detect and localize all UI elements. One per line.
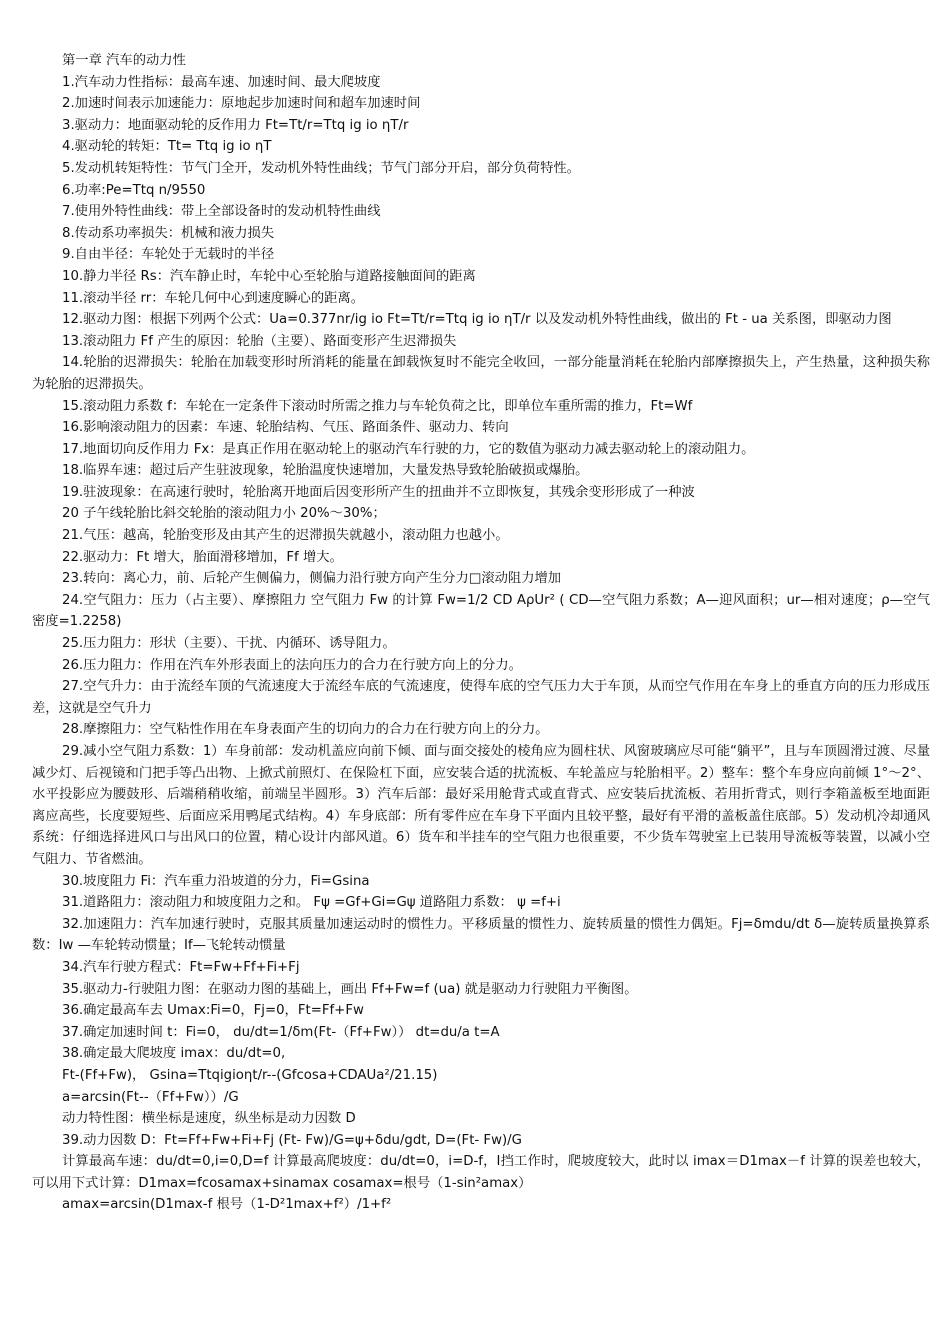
item-22: 22.驱动力：Ft 增大，胎面滑移增加，Ff 增大。 — [62, 549, 343, 565]
item-39-calc: 计算最高车速：du/dt=0,i=0,D=f 计算最高爬坡度：du/dt=0，i=D-f，Ⅰ挡工作时，爬坡度较大，此时以 imax＝D1max－f 计算的误差也较大，可以用下式计算：D1max=fcosamax+sinamax cosamax=根号（1-sin²amax） — [32, 1154, 930, 1191]
item-16: 16.影响滚动阻力的因素：车速、轮胎结构、气压、路面条件、驱动力、转向 — [62, 420, 509, 436]
item-28: 28.摩擦阻力：空气粘性作用在车身表面产生的切向力的合力在行驶方向上的分力。 — [62, 722, 549, 738]
item-24: 24.空气阻力：压力（占主要）、摩擦阻力 空气阻力 Fw 的计算 Fw=1/2 CD AρUr² ( CD—空气阻力系数；A—迎风面积；ur—相对速度；ρ—空气密度=1.2258) — [32, 592, 930, 630]
item-38: 38.确定最大爬坡度 imax：du/dt=0, — [62, 1046, 286, 1062]
item-39-amax: amax=arcsin(D1max-f 根号（1-D²1max+f²）/1+f² — [62, 1197, 392, 1213]
item-20: 20 子午线轮胎比斜交轮胎的滚动阻力小 20%～30%； — [62, 506, 386, 522]
item-36: 36.确定最高车去 Umax:Fi=0，Fj=0，Ft=Ff+Fw — [62, 1003, 364, 1019]
item-23: 23.转向：离心力，前、后轮产生侧偏力，侧偏力沿行驶方向产生分力□滚动阻力增加 — [62, 571, 562, 587]
item-7: 7.使用外特性曲线：带上全部设备时的发动机特性曲线 — [62, 204, 381, 220]
item-10: 10.静力半径 Rs：汽车静止时，车轮中心至轮胎与道路接触面间的距离 — [62, 268, 476, 284]
chapter-title: 第一章 汽车的动力性 — [62, 53, 186, 68]
item-11: 11.滚动半径 rr：车轮几何中心到速度瞬心的距离。 — [62, 290, 365, 306]
item-9: 9.自由半径：车轮处于无载时的半径 — [62, 247, 275, 263]
item-27: 27.空气升力：由于流经车顶的气流速度大于流经车底的气流速度，使得车底的空气压力大于车顶，从而空气作用在车身上的垂直方向的压力形成压差，这就是空气升力 — [32, 679, 930, 716]
item-6: 6.功率:Pe=Ttq n/9550 — [62, 182, 206, 198]
item-13: 13.滚动阻力 Ff 产生的原因：轮胎（主要）、路面变形产生迟滞损失 — [62, 333, 457, 349]
item-4: 4.驱动轮的转矩：Tt= Ttq ig io ηT — [62, 139, 272, 155]
item-37: 37.确定加速时间 t：Fi=0， du/dt=1/δm(Ft-（Ff+Fw）） dt=du/a t=A — [62, 1024, 500, 1040]
item-19: 19.驻波现象：在高速行驶时，轮胎离开地面后因变形所产生的扭曲并不立即恢复，其残余变形形成了一种波 — [62, 484, 695, 500]
item-17: 17.地面切向反作用力 Fx：是真正作用在驱动轮上的驱动汽车行驶的力，它的数值为驱动力减去驱动轮上的滚动阻力。 — [62, 441, 755, 457]
item-38-formula-2: a=arcsin(Ft--（Ff+Fw））/G — [62, 1089, 239, 1105]
item-12: 12.驱动力图：根据下列两个公式：Ua=0.377nr/ig io Ft=Tt/r=Ttq ig io ηT/r 以及发动机外特性曲线，做出的 Ft - ua 关系图，即驱动力图 — [62, 312, 892, 328]
item-31: 31.道路阻力：滚动阻力和坡度阻力之和。 Fψ =Gf+Gi=Gψ 道路阻力系数： ψ =f+i — [62, 895, 561, 911]
item-32: 32.加速阻力：汽车加速行驶时，克服其质量加速运动时的惯性力。平移质量的惯性力、旋转质量的惯性力偶矩。Fj=δmdu/dt δ—旋转质量换算系数：Iw —车轮转动惯量；If—飞轮转动惯量 — [32, 916, 930, 954]
item-3: 3.驱动力：地面驱动轮的反作用力 Ft=Tt/r=Ttq ig io ηT/r — [62, 117, 409, 133]
item-34: 34.汽车行驶方程式：Ft=Fw+Ff+Fi+Fj — [62, 959, 300, 975]
item-35: 35.驱动力-行驶阻力图：在驱动力图的基础上，画出 Ff+Fw=f (ua) 就是驱动力行驶阻力平衡图。 — [62, 981, 638, 997]
item-25: 25.压力阻力：形状（主要）、干扰、内循环、诱导阻力。 — [62, 636, 396, 652]
item-39: 39.动力因数 D：Ft=Ff+Fw+Fi+Fj (Ft- Fw)/G=ψ+δdu/gdt, D=(Ft- Fw)/G — [62, 1132, 522, 1148]
item-18: 18.临界车速：超过后产生驻波现象，轮胎温度快速增加，大量发热导致轮胎破损或爆胎。 — [62, 463, 589, 479]
item-26: 26.压力阻力：作用在汽车外形表面上的法向压力的合力在行驶方向上的分力。 — [62, 657, 522, 673]
item-21: 21.气压：越高，轮胎变形及由其产生的迟滞损失就越小，滚动阻力也越小。 — [62, 528, 509, 544]
item-14: 14.轮胎的迟滞损失：轮胎在加载变形时所消耗的能量在卸载恢复时不能完全收回，一部分能量消耗在轮胎内部摩擦损失上，产生热量，这种损失称为轮胎的迟滞损失。 — [32, 355, 930, 392]
item-30: 30.坡度阻力 Fi：汽车重力沿坡道的分力，Fi=Gsina — [62, 873, 370, 889]
item-38-formula-1: Ft-(Ff+Fw)， Gsina=Ttqigioηt/r--(Gfcosa+CDAUa²/21.15) — [62, 1067, 438, 1083]
item-29: 29.减小空气阻力系数：1）车身前部：发动机盖应向前下倾、面与面交接处的棱角应为圆柱状、风窗玻璃应尽可能“躺平”，且与车顶圆滑过渡、尽量减少灯、后视镜和门把手等凸出物、上掀式前照灯、在保险杠下面，应安装合适的扰流板、车轮盖应与轮胎相平。2）整车：整个车身应向前倾 1°～2°、水平投影应为腰鼓形、后端稍稍收缩，前端呈半圆形。3）汽车后部：最好采用舱背式或直背式、应安装后扰流板、若用折背式，则行李箱盖板至地面距离应高些，长度要短些、后面应采用鸭尾式结构。4）车身底部：所有零件应在车身下平面内且较平整，最好有平滑的盖板盖住底部。5）发动机冷却通风系统：仔细选择进风口与出风口的位置，精心设计内部风道。6）货车和半挂车的空气阻力也很重要，不少货车驾驶室上已装用导流板等装置，以减小空气阻力、节省燃油。 — [32, 744, 930, 867]
dynamic-characteristic-note: 动力特性图：横坐标是速度，纵坐标是动力因数 D — [62, 1111, 356, 1127]
item-1: 1.汽车动力性指标：最高车速、加速时间、最大爬坡度 — [62, 74, 381, 90]
item-2: 2.加速时间表示加速能力：原地起步加速时间和超车加速时间 — [62, 96, 421, 112]
item-5: 5.发动机转矩特性：节气门全开，发动机外特性曲线；节气门部分开启，部分负荷特性。 — [62, 160, 580, 176]
item-8: 8.传动系功率损失：机械和液力损失 — [62, 225, 275, 241]
item-15: 15.滚动阻力系数 f：车轮在一定条件下滚动时所需之推力与车轮负荷之比，即单位车重所需的推力，Ft=Wf — [62, 398, 693, 414]
